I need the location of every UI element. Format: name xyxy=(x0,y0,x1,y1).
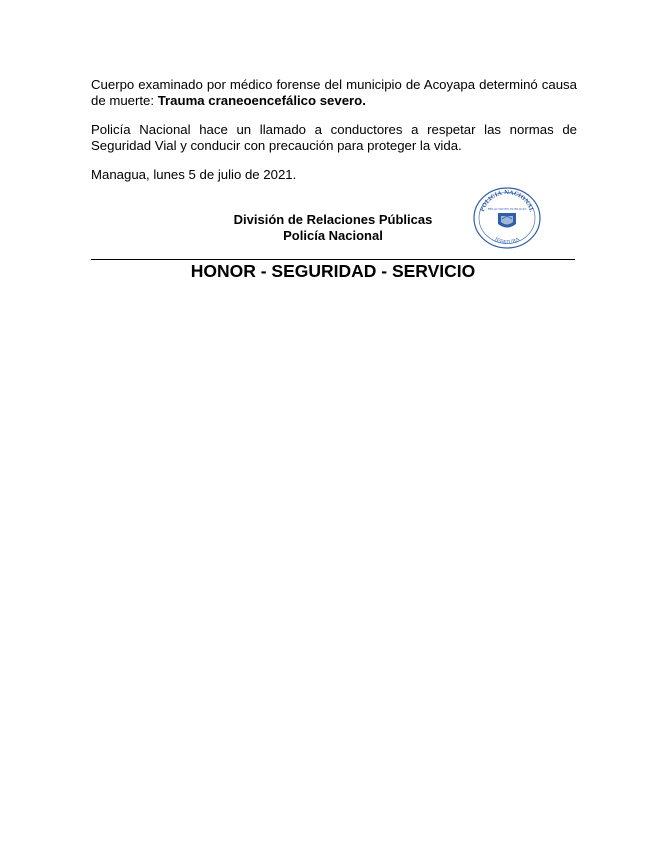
cause-of-death: Trauma craneoencefálico severo. xyxy=(157,93,366,108)
signature-institution: Policía Nacional xyxy=(283,228,383,243)
signature-block xyxy=(200,212,466,244)
seal-bottom-text: JEFATURA xyxy=(493,236,521,247)
svg-text:JEFATURA xyxy=(492,236,521,246)
seal-inner-text: RELACIONES PUBLICAS xyxy=(487,207,527,211)
date-line: Managua, lunes 5 de julio de 2021. xyxy=(91,167,297,182)
police-seal-stamp xyxy=(472,186,542,250)
paragraph-call-to-drivers: Policía Nacional hace un llamado a conductores a respetar las normas de Seguridad Vial y conducir con precaución para proteger la vida. xyxy=(91,122,577,153)
signature-division: División de Relaciones Públicas xyxy=(233,212,433,227)
footer-motto: HONOR - SEGURIDAD - SERVICIO xyxy=(190,261,476,281)
footer-divider xyxy=(91,259,575,260)
seal-top-text: POLICIA NACIONAL xyxy=(479,189,535,213)
paragraph-forensic-text: Cuerpo examinado por médico forense del municipio de Acoyapa determinó causa de muerte: xyxy=(91,77,577,108)
paragraph-forensic xyxy=(91,77,577,109)
